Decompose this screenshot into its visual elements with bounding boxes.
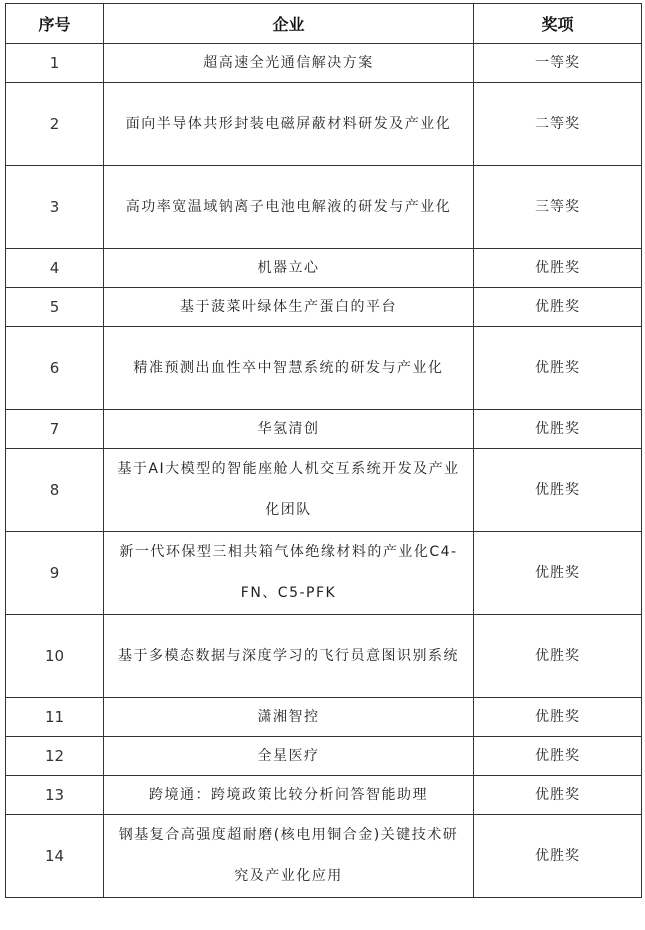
row-award: 一等奖: [474, 44, 642, 83]
row-index: 5: [6, 288, 104, 327]
row-index: 1: [6, 44, 104, 83]
table-row: [6, 410, 642, 449]
row-award: 优胜奖: [474, 410, 642, 449]
row-index: 2: [6, 83, 104, 166]
row-index: 7: [6, 410, 104, 449]
row-award: 优胜奖: [474, 327, 642, 410]
header-company: 企业: [104, 4, 474, 44]
row-project: 机器立心: [104, 249, 474, 288]
row-project: 基于多模态数据与深度学习的飞行员意图识别系统: [104, 615, 474, 698]
table-row: [6, 615, 642, 698]
table-row: [6, 449, 642, 532]
row-index: 14: [6, 815, 104, 898]
row-project: 新一代环保型三相共箱气体绝缘材料的产业化C4-FN、C5-PFK: [104, 532, 474, 615]
table-row: [6, 249, 642, 288]
awards-table: [5, 3, 642, 898]
row-index: 9: [6, 532, 104, 615]
table-row: [6, 83, 642, 166]
row-project: 高功率宽温域钠离子电池电解液的研发与产业化: [104, 166, 474, 249]
row-award: 优胜奖: [474, 615, 642, 698]
row-project: 潇湘智控: [104, 698, 474, 737]
row-award: 二等奖: [474, 83, 642, 166]
table-row: [6, 815, 642, 898]
row-award: 三等奖: [474, 166, 642, 249]
row-project: 全星医疗: [104, 737, 474, 776]
table-row: [6, 698, 642, 737]
table-row: [6, 532, 642, 615]
row-index: 11: [6, 698, 104, 737]
table-row: [6, 44, 642, 83]
row-project: 华氢清创: [104, 410, 474, 449]
row-index: 8: [6, 449, 104, 532]
row-project: 钢基复合高强度超耐磨(核电用铜合金)关键技术研究及产业化应用: [104, 815, 474, 898]
row-project: 跨境通：跨境政策比较分析问答智能助理: [104, 776, 474, 815]
row-project: 精准预测出血性卒中智慧系统的研发与产业化: [104, 327, 474, 410]
row-index: 6: [6, 327, 104, 410]
row-project: 基于AI大模型的智能座舱人机交互系统开发及产业化团队: [104, 449, 474, 532]
row-award: 优胜奖: [474, 249, 642, 288]
row-index: 10: [6, 615, 104, 698]
row-award: 优胜奖: [474, 288, 642, 327]
row-award: 优胜奖: [474, 776, 642, 815]
row-award: 优胜奖: [474, 698, 642, 737]
row-project: 面向半导体共形封装电磁屏蔽材料研发及产业化: [104, 83, 474, 166]
header-award: 奖项: [474, 4, 642, 44]
row-index: 3: [6, 166, 104, 249]
table-row: [6, 327, 642, 410]
row-award: 优胜奖: [474, 737, 642, 776]
row-index: 12: [6, 737, 104, 776]
header-index: 序号: [6, 4, 104, 44]
table-row: [6, 737, 642, 776]
table-row: [6, 166, 642, 249]
row-project: 超高速全光通信解决方案: [104, 44, 474, 83]
row-project: 基于菠菜叶绿体生产蛋白的平台: [104, 288, 474, 327]
table-row: [6, 776, 642, 815]
table-header-row: [6, 4, 642, 44]
row-index: 4: [6, 249, 104, 288]
row-award: 优胜奖: [474, 815, 642, 898]
table-row: [6, 288, 642, 327]
row-index: 13: [6, 776, 104, 815]
row-award: 优胜奖: [474, 449, 642, 532]
row-award: 优胜奖: [474, 532, 642, 615]
